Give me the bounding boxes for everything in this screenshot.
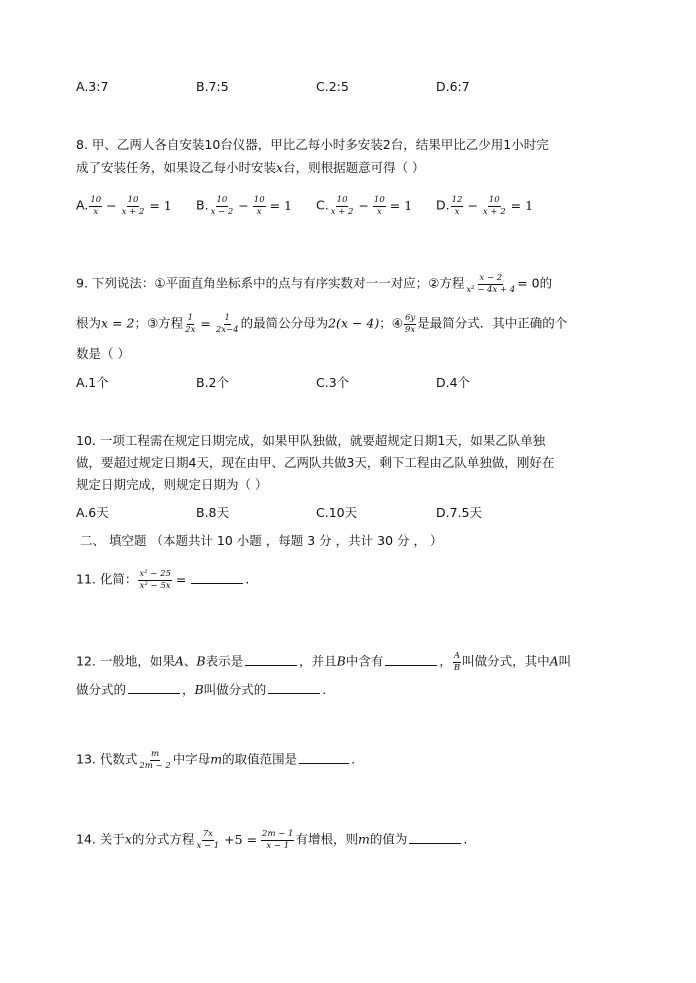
q9-text: 的最简公分母为 [240,315,329,331]
answer-blank[interactable] [245,653,297,666]
q12-line-1 [76,652,571,672]
answer-blank[interactable] [268,681,320,694]
denominator: 2x−4 [215,324,239,335]
q8-line-1: 8. 甲、乙两人各自安装10台仪器，甲比乙每小时多安装2台，结果甲比乙少用1小时完 [76,137,549,152]
numerator: 7x [202,829,213,839]
q13-text: 13. 代数式 [76,751,138,767]
q8-option-a [76,196,175,216]
fraction [404,314,416,334]
fraction [482,196,507,216]
operator: − [238,197,249,213]
answer-blank[interactable] [409,831,461,844]
math-var: A [174,653,184,669]
q12-text: 中含有 [345,653,384,669]
q9-line-3: 数是（ ） [76,346,130,361]
q12-text: 表示是 [205,653,244,669]
q9-option-c: C.3个 [316,375,350,390]
math-var: B [194,682,204,697]
q11-text: 11. 化简： [76,571,138,587]
numerator: 10 [253,195,265,205]
fraction [215,314,240,334]
operator: = [200,315,211,331]
fraction [210,196,235,216]
q12-text: ， [182,682,195,697]
q8-var-x: x [276,160,284,175]
fraction [89,196,102,216]
q12-text: 做分式的 [76,682,127,697]
denominator: x² − 4x + 4 [466,284,516,295]
q12-text: 叫 [558,653,572,669]
q8-option-c-label: C. [316,197,329,213]
q9-text: ；④ [379,315,403,331]
q14-text: 有增根，则 [295,831,358,847]
denominator: 2x [185,324,196,335]
q10-option-c: C.10天 [316,505,358,520]
q12-text: 、 [183,653,197,669]
q9-text: 是最简分式．其中正确的个 [417,315,568,331]
operator: − [467,197,478,213]
math-expression: x = 2 [101,315,135,331]
question-13 [76,750,355,770]
q8-text-b: 台，则根据题意可得（ ） [283,160,425,175]
section-heading: 二、 填空题 （本题共计 10 小题 ，每题 3 分 ，共计 30 分 ， ） [80,533,443,548]
q9-text: ；③方程 [134,315,184,331]
denominator: B [453,662,461,673]
numerator: A [453,651,461,661]
fraction [253,196,266,216]
q14-text: 14. 关于 [76,831,125,847]
rhs: = 1 [269,197,293,213]
denominator: x + 2 [121,206,145,217]
numerator: 10 [90,195,102,205]
rhs: = 1 [510,197,534,213]
q12-text: 叫做分式，其中 [462,653,550,669]
operator: − [106,197,117,213]
numerator: 10 [336,195,348,205]
q14-text: 的值为 [369,831,408,847]
question-14 [76,830,467,850]
numerator: 12 [451,195,463,205]
denominator: 9x [404,324,416,335]
denominator: x [454,206,460,217]
numerator: 10 [488,195,500,205]
answer-blank[interactable] [191,571,243,584]
q13-text: . [351,751,356,767]
fraction [373,196,386,216]
fraction [121,196,146,216]
answer-blank[interactable] [299,751,349,764]
question-11 [76,570,249,590]
numerator: 10 [216,195,228,205]
denominator: x − 1 [196,840,220,851]
q10-line-3: 规定日期完成，则规定日期为（ ） [76,477,268,492]
q12-text: ， [439,653,452,669]
rhs: = 1 [149,197,172,213]
numerator: 1 [224,313,230,323]
q8-option-d-label: D. [436,197,450,213]
math-var: B [196,653,206,669]
operator: = [175,571,187,587]
q12-text: 叫做分式的 [203,682,267,697]
q11-text: . [245,571,250,587]
fraction [138,750,171,770]
numerator: x² − 25 [139,569,171,579]
denominator: x + 2 [482,206,506,217]
operator: +5 = [224,831,258,847]
q8-line-2 [76,159,425,177]
math-var: m [210,751,223,767]
fraction [138,570,172,590]
numerator: m [151,749,160,759]
math-var: B [336,653,346,669]
denominator: 2m − 2 [139,760,171,771]
q7-option-c: C.2:5 [316,79,349,94]
math-var: m [357,831,370,847]
fraction [330,196,355,216]
denominator: x [256,206,262,217]
q8-option-d [436,196,536,216]
numerator: x − 2 [479,273,503,283]
q9-line-1 [76,274,552,294]
answer-blank[interactable] [385,653,437,666]
q8-text-a: 成了安装任务，如果设乙每小时安装 [76,160,277,175]
denominator: x² − 5x [139,580,171,591]
fraction [195,830,220,850]
q10-option-a: A.6天 [76,505,109,520]
denominator: x − 1 [266,840,290,851]
q13-text: 中字母 [172,751,211,767]
fraction [261,830,294,850]
math-var: A [549,653,559,669]
fraction [451,196,464,216]
denominator: x [376,206,382,217]
answer-blank[interactable] [128,681,180,694]
q8-option-b-label: B. [196,197,209,213]
q10-option-b: B.8天 [196,505,230,520]
q9-text: = 0的 [517,275,553,291]
numerator: 2m − 1 [262,829,294,839]
denominator: x + 2 [330,206,354,217]
q8-option-b [196,196,295,216]
denominator: x [93,206,99,217]
q9-option-d: D.4个 [436,375,471,390]
numerator: 10 [127,195,139,205]
q7-option-a: A.3:7 [76,79,109,94]
q9-text: 根为 [76,315,102,331]
fraction [465,274,516,294]
q12-text: . [322,682,327,697]
q12-line-2 [76,681,326,699]
fraction [184,314,196,334]
q13-text: 的取值范围是 [222,751,298,767]
fraction [453,652,461,672]
q14-text: . [463,831,468,847]
q9-line-2 [76,314,567,334]
numerator: 10 [373,195,385,205]
numerator: 1 [187,313,193,323]
q10-line-1: 10. 一项工程需在规定日期完成，如果甲队独做，就要超规定日期1天，如果乙队单独 [76,433,546,448]
math-expression: 2(x − 4) [328,315,380,331]
q7-option-b: B.7:5 [196,79,229,94]
q14-text: 的分式方程 [131,831,195,847]
operator: − [358,197,369,213]
q12-text: ，并且 [299,653,337,669]
denominator: x − 2 [210,206,234,217]
q9-text: 9. 下列说法：①平面直角坐标系中的点与有序实数对一一对应；②方程 [76,275,465,291]
q8-option-c [316,196,415,216]
q9-option-b: B.2个 [196,375,230,390]
q8-option-a-label: A. [76,197,89,213]
numerator: 6y [404,313,416,323]
q10-line-2: 做，要超过规定日期4天，现在由甲、乙两队共做3天，剩下工程由乙队单独做，刚好在 [76,455,555,470]
q10-option-d: D.7.5天 [436,505,482,520]
rhs: = 1 [389,197,413,213]
q12-text: 12. 一般地，如果 [76,653,175,669]
q9-option-a: A.1个 [76,375,109,390]
math-var: x [124,831,132,847]
q7-option-d: D.6:7 [436,79,470,94]
